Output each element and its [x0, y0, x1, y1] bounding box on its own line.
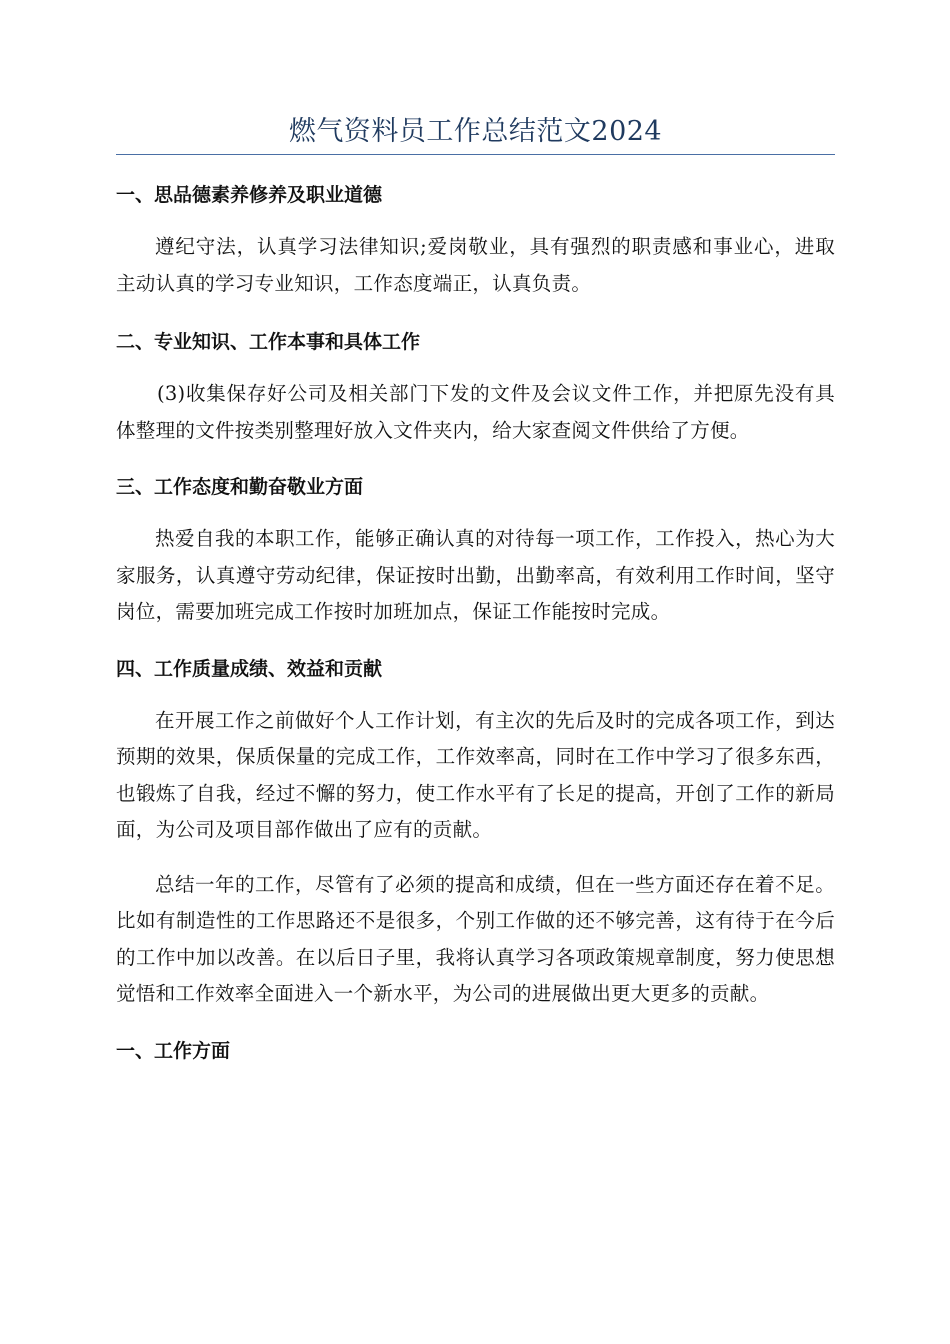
section-heading-4: 四、工作质量成绩、效益和贡献	[116, 657, 383, 680]
section-2-paragraph: (3)收集保存好公司及相关部门下发的文件及会议文件工作，并把原先没有具体整理的文件按类别整理好放入文件夹内，给大家查阅文件供给了方便。	[116, 382, 835, 442]
section-4-paragraph-2: 总结一年的工作，尽管有了必须的提高和成绩，但在一些方面还存在着不足。比如有制造性的工作思路还不是很多，个别工作做的还不够完善，这有待于在今后的工作中加以改善。在以后日子里，我将认真学习各项政策规章制度，努力使思想觉悟和工作效率全面进入一个新水平，为公司的进展做出更大更多的贡献。	[116, 872, 835, 1005]
section-heading-5: 一、工作方面	[116, 1039, 231, 1062]
section-1-paragraph: 遵纪守法，认真学习法律知识;爱岗敬业，具有强烈的职责感和事业心，进取主动认真的学习专业知识，工作态度端正，认真负责。	[116, 235, 835, 295]
document-page	[116, 112, 835, 1065]
section-4-paragraph-1: 在开展工作之前做好个人工作计划，有主次的先后及时的完成各项工作，到达预期的效果，保质保量的完成工作，工作效率高，同时在工作中学习了很多东西，也锻炼了自我，经过不懈的努力，使工作水平有了长足的提高，开创了工作的新局面，为公司及项目部作做出了应有的贡献。	[116, 708, 835, 841]
section-heading-3: 三、工作态度和勤奋敬业方面	[116, 476, 364, 498]
section-3-paragraph: 热爱自我的本职工作，能够正确认真的对待每一项工作，工作投入，热心为大家服务，认真遵守劳动纪律，保证按时出勤，出勤率高，有效利用工作时间，坚守岗位，需要加班完成工作按时加班加点，保证工作能按时完成。	[116, 527, 835, 623]
document-title: 燃气资料员工作总结范文2024	[116, 112, 835, 155]
section-heading-2: 二、专业知识、工作本事和具体工作	[116, 331, 421, 353]
section-heading-1: 一、思品德素养修养及职业道德	[116, 184, 383, 206]
